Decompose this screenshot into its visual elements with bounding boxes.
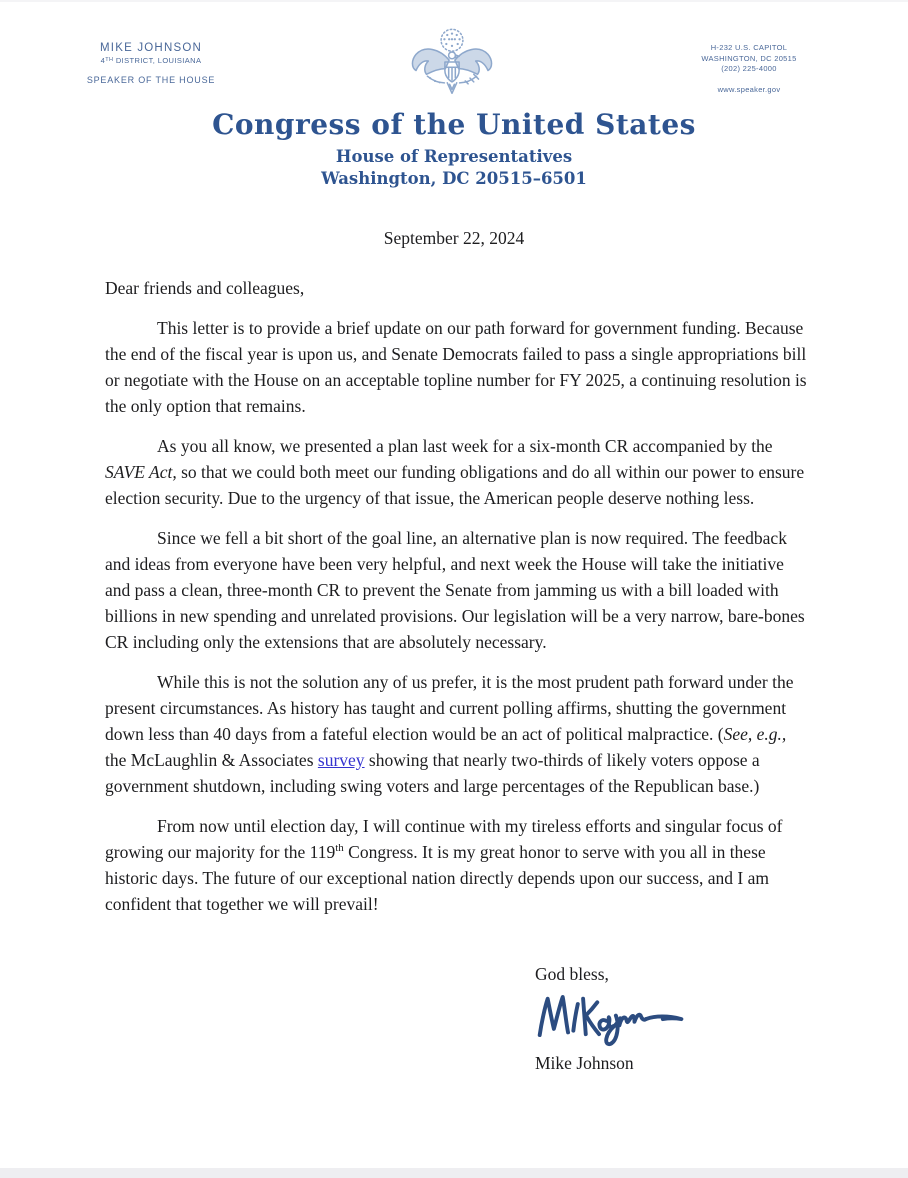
office-address-line1: H-232 U.S. CAPITOL [710,43,788,52]
office-phone: (202) 225-4000 [721,64,777,73]
office-info-block [670,43,828,95]
letter-paragraph [105,433,807,511]
office-website: www.speaker.gov [717,84,781,94]
paragraph-text: As you all know, we presented a plan last week for a six-month CR accompanied by the [157,436,773,456]
ordinal-superscript: th [335,842,344,855]
survey-link[interactable]: survey [317,750,365,770]
paragraph-text: From now until election day, I will continue with my tireless efforts and singular focus of growing our majority for the 119 [105,816,783,862]
letter-paragraph [105,813,807,917]
paragraph-text: This letter is to provide a brief update on our path forward for government funding. Because the end of the fiscal year is upon us, and Senate Democrats failed to pass a single appropriations bill or negotiate with the House on an acceptable topline number for FY 2025, a continuing resolution is the only option that remains. [105,318,807,416]
member-role: SPEAKER OF THE HOUSE [86,75,216,85]
closing-line: God bless, [535,964,609,984]
salutation: Dear friends and colleagues, [105,278,305,298]
paragraph-text: so that we could both meet our funding obligations and do all within our power to ensure election security. Due to the urgency of that issue, the American people deserve nothing less. [105,462,805,508]
letter-paragraph [105,525,807,655]
congress-title: Congress of the United States [212,108,696,141]
paragraph-text: Since we fell a bit short of the goal line, an alternative plan is now required. The feedback and ideas from everyone have been very helpful, and next week the House will take the initiative and pass a clean, three-month CR to prevent the Senate from jamming us with a bill loaded with billions in new spending and unrelated provisions. Our legislation will be a very narrow, bare-bones CR including only the extensions that are absolutely necessary. [105,528,805,652]
letter-body [105,275,807,931]
office-address-line2: WASHINGTON, DC 20515 [701,53,797,63]
letter-date: September 22, 2024 [383,228,525,248]
district-number: 4 [100,56,106,65]
letter-paragraph [105,669,807,799]
paragraph-text: While this is not the solution any of us prefer, it is the most prudent path forward under the present circumstances. As history has taught and current polling affirms, shutting the government down less than 40 days from a fateful election would be an act of political malpractice. ( [105,672,794,744]
member-district [85,56,217,65]
paragraph-text: Congress. It is my great honor to serve with you all in these historic days. The future of our exceptional nation directly depends upon our success, and I am confident that together we will prevail! [105,842,770,914]
member-name: MIKE JOHNSON [100,42,202,54]
paragraph-text: showing that nearly two-thirds of likely voters oppose a government shutdown, including swing voters and large percentages of the Republican base.) [105,750,760,796]
house-subtitle: House of Representatives [335,147,573,166]
closing-block [535,964,795,1074]
letter-paragraph [105,315,807,419]
district-ordinal: TH [105,57,114,63]
italic-text: SAVE Act, [105,462,177,482]
signature-name: Mike Johnson [535,1053,634,1073]
signature-icon [531,989,691,1051]
washington-address: Washington, DC 20515–6501 [321,169,587,188]
page-bottom-edge [0,1168,908,1178]
district-state: DISTRICT, LOUISIANA [113,56,202,65]
paragraph-text: the McLaughlin & Associates [105,750,318,770]
italic-text: See, e.g., [723,724,787,744]
great-seal-icon [394,26,510,116]
member-info-block [85,42,217,85]
